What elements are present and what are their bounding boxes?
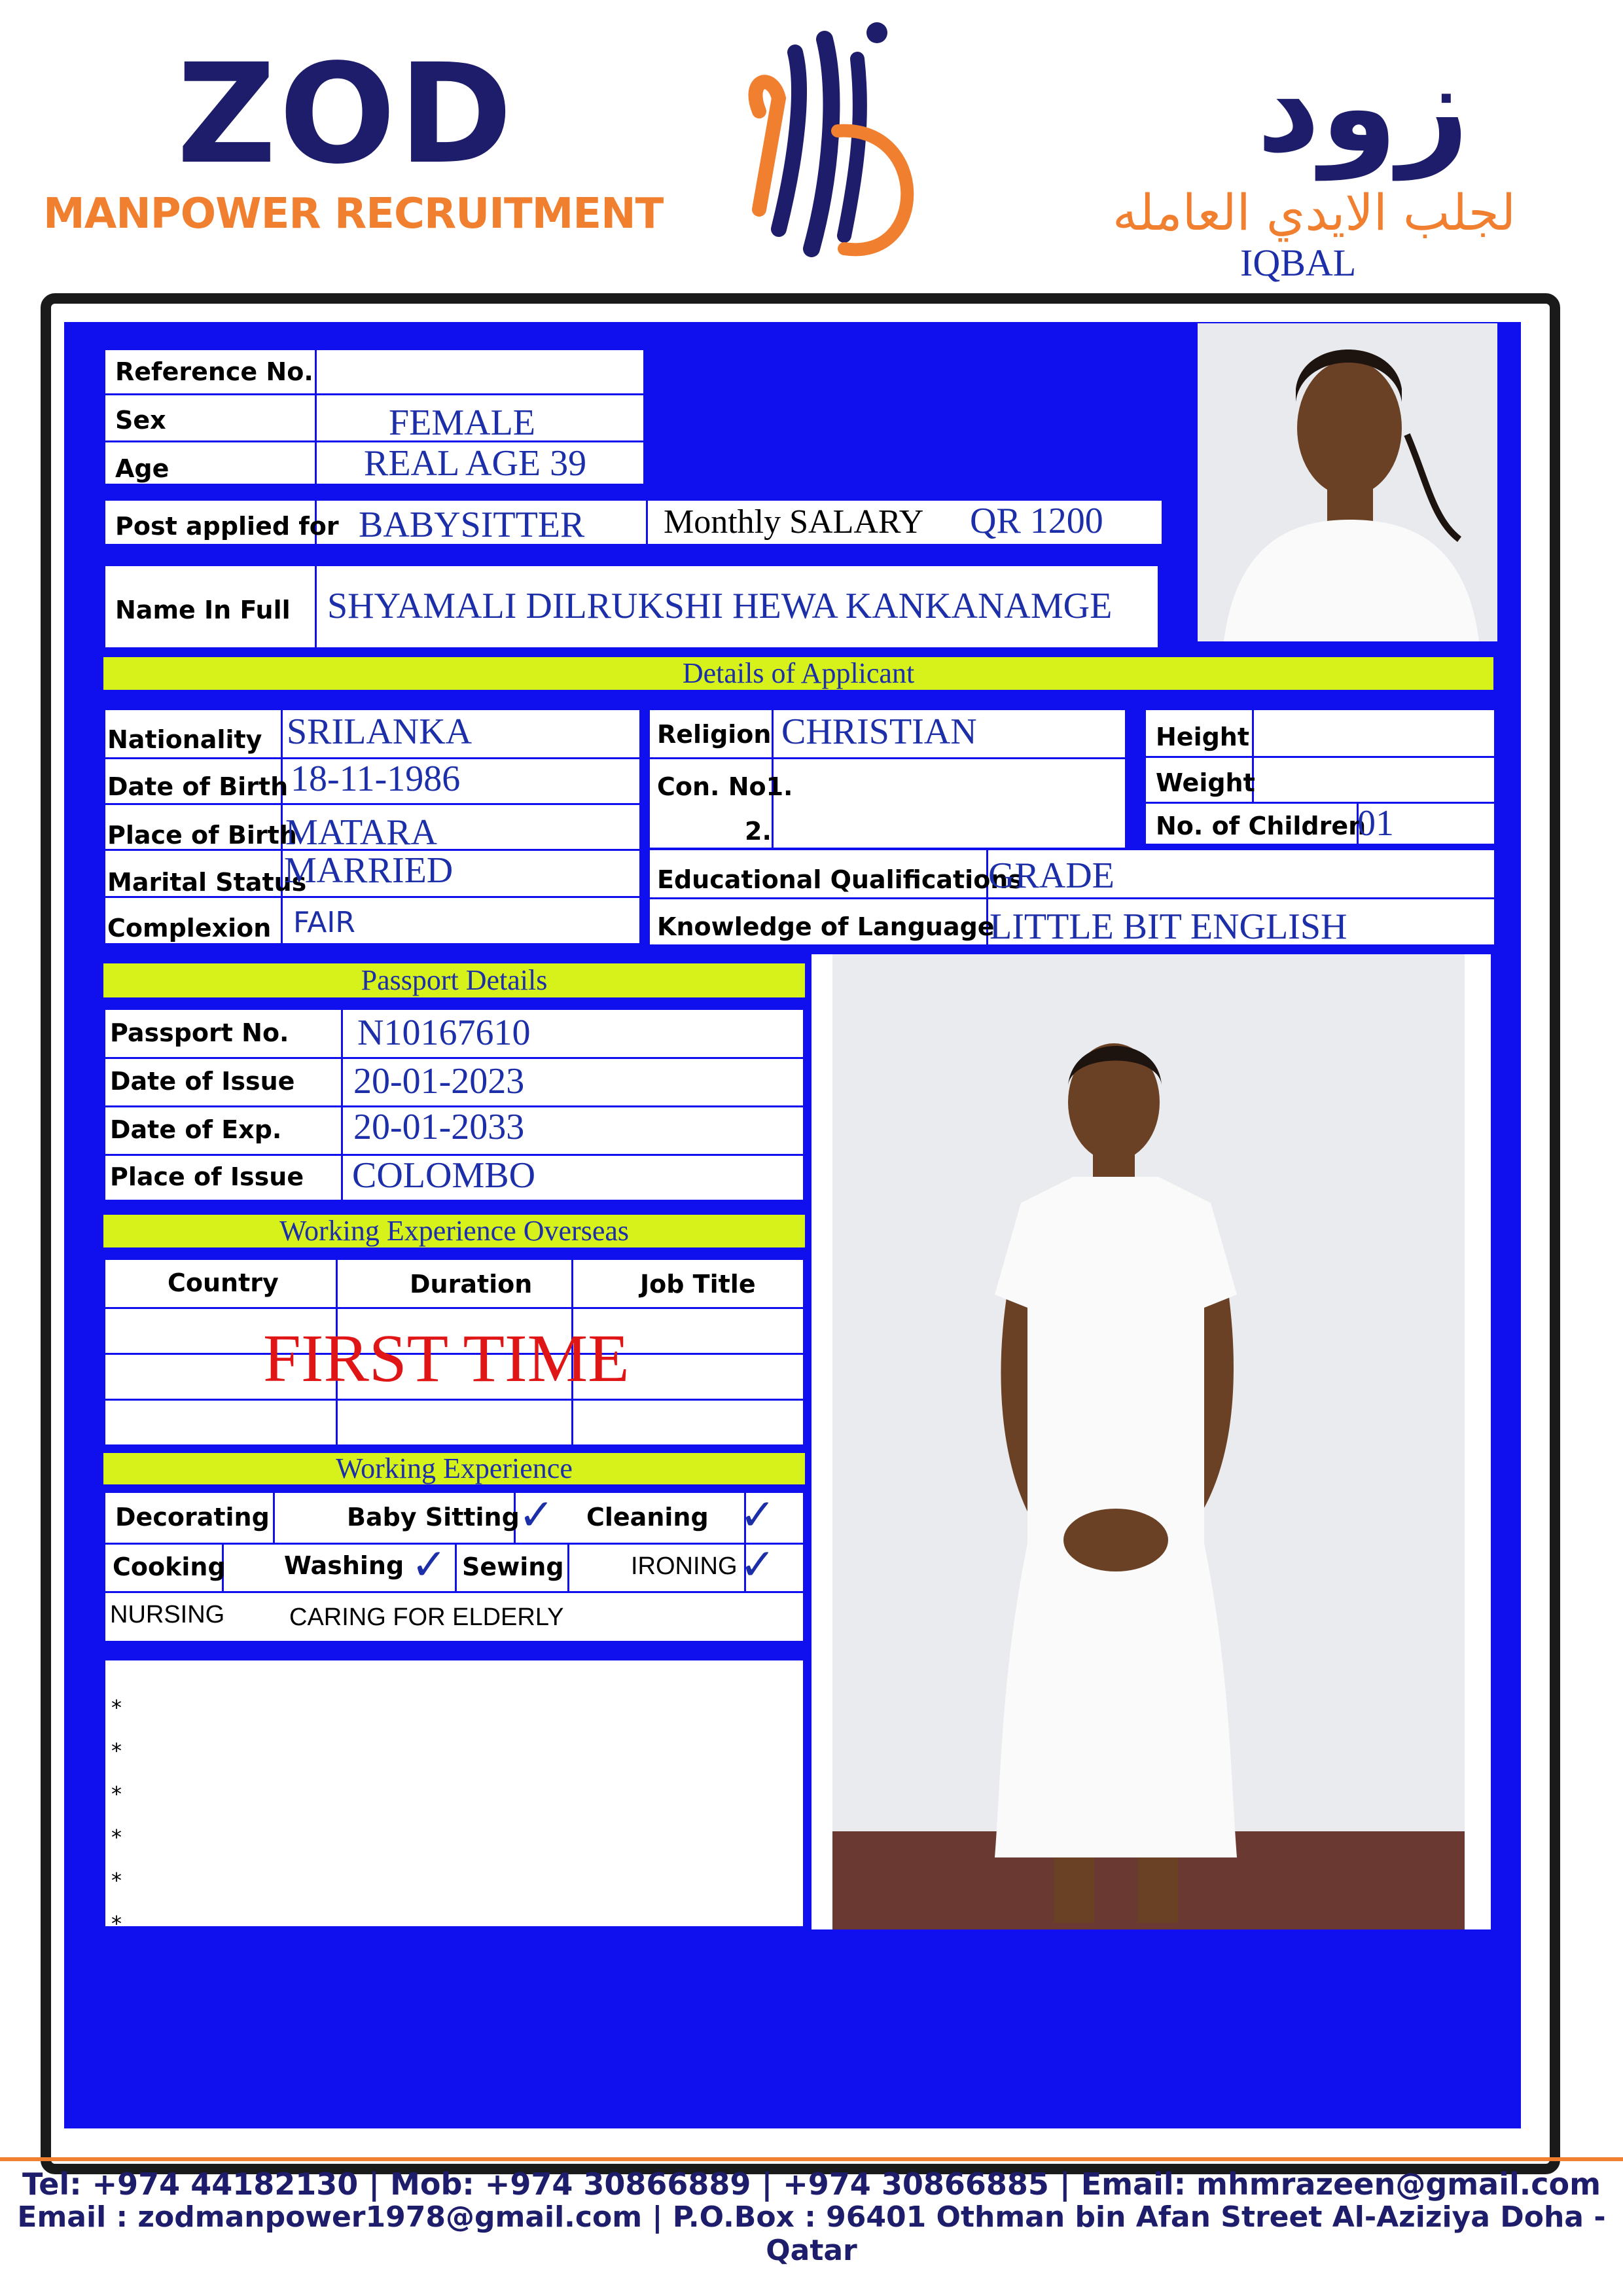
complexion-value: FAIR — [293, 906, 355, 939]
note-item: * — [111, 1911, 122, 1936]
note-item: * — [111, 1738, 122, 1763]
note-item: * — [111, 1868, 122, 1893]
details-section-title: Details of Applicant — [103, 657, 1493, 690]
religion-value: CHRISTIAN — [781, 711, 977, 752]
pob-label: Place of Birth — [107, 821, 297, 850]
skill-baby-sitting: Baby Sitting — [347, 1503, 520, 1532]
age-value: REAL AGE 39 — [364, 443, 587, 484]
ironing-check-icon: ✓ — [740, 1539, 776, 1590]
expiry-date-value: 20-01-2033 — [353, 1107, 525, 1147]
dob-value: 18-11-1986 — [291, 759, 461, 799]
note-item: * — [111, 1782, 122, 1806]
marital-label: Marital Status — [107, 868, 307, 897]
skill-ironing: IRONING — [631, 1552, 738, 1580]
contact1-label: Con. No1. — [657, 772, 793, 801]
passport-section-title: Passport Details — [103, 963, 805, 997]
skill-caring-elderly: CARING FOR ELDERLY — [289, 1604, 564, 1631]
overseas-section-title: Working Experience Overseas — [103, 1215, 805, 1247]
skill-decorating: Decorating — [115, 1503, 270, 1532]
passport-no-label: Passport No. — [110, 1018, 289, 1047]
cleaning-check-icon: ✓ — [740, 1490, 776, 1540]
weight-label: Weight — [1156, 768, 1255, 797]
reference-label: Reference No. — [115, 357, 313, 386]
first-time-stamp: FIRST TIME — [263, 1321, 630, 1396]
notes-list — [111, 1686, 122, 1945]
issue-date-label: Date of Issue — [110, 1067, 295, 1096]
sex-value: FEMALE — [389, 403, 535, 443]
skill-washing: Washing — [284, 1551, 404, 1580]
skill-nursing: NURSING — [110, 1601, 225, 1628]
marital-value: MARRIED — [284, 850, 454, 891]
religion-label: Religion — [657, 720, 772, 749]
brand-logo-icon — [733, 13, 929, 262]
footer-contact-line: Tel: +974 44182130 | Mob: +974 30866889 | +974 30866885 | Email: mhmrazeen@gmail.com — [22, 2166, 1601, 2202]
issue-date-value: 20-01-2023 — [353, 1061, 525, 1102]
contact2-label: 2. — [745, 817, 772, 846]
footer-divider — [0, 2157, 1623, 2161]
washing-check-icon: ✓ — [411, 1539, 448, 1590]
language-label: Knowledge of Language — [657, 912, 995, 941]
complexion-label: Complexion — [107, 914, 272, 942]
nationality-value: SRILANKA — [287, 711, 473, 752]
post-label: Post applied for — [115, 512, 339, 541]
skill-cooking: Cooking — [113, 1552, 226, 1581]
education-value: GRADE — [988, 855, 1115, 896]
arabic-brand: زود — [1257, 35, 1469, 180]
col-country: Country — [168, 1268, 279, 1297]
issue-place-label: Place of Issue — [110, 1162, 304, 1191]
expiry-date-label: Date of Exp. — [110, 1115, 282, 1144]
col-job-title: Job Title — [640, 1270, 756, 1299]
experience-section-title: Working Experience — [103, 1453, 805, 1484]
dob-label: Date of Birth — [107, 772, 289, 801]
skill-cleaning: Cleaning — [586, 1503, 709, 1532]
children-label: No. of Children — [1156, 812, 1366, 840]
post-value: BABYSITTER — [359, 505, 585, 545]
baby-sitting-check-icon: ✓ — [518, 1490, 555, 1540]
passport-no-value: N10167610 — [357, 1013, 531, 1053]
pob-value: MATARA — [285, 812, 437, 853]
note-item: * — [111, 1695, 122, 1720]
issue-place-value: COLOMBO — [352, 1155, 536, 1196]
brand-subtitle: MANPOWER RECRUITMENT — [43, 190, 664, 238]
name-label: Name In Full — [115, 596, 291, 624]
education-label: Educational Qualifications — [657, 865, 1023, 894]
salary-value: QR 1200 — [970, 501, 1103, 541]
salary-label: Monthly SALARY — [664, 503, 924, 541]
notes-box — [103, 1659, 805, 1928]
note-item: * — [111, 1825, 122, 1850]
nationality-label: Nationality — [107, 725, 262, 754]
applicant-full-photo — [812, 954, 1491, 1929]
age-label: Age — [115, 454, 169, 483]
applicant-portrait-photo — [1198, 323, 1497, 641]
children-value: 01 — [1357, 803, 1394, 844]
arabic-tagline: لجلب الايدي العامله — [1113, 183, 1516, 242]
language-value: LITTLE BIT ENGLISH — [990, 906, 1347, 947]
footer-address-line: Email : zodmanpower1978@gmail.com | P.O.Box : 96401 Othman bin Afan Street Al-Aziziya Doha - Qatar — [17, 2200, 1606, 2267]
sex-label: Sex — [115, 406, 166, 435]
col-duration: Duration — [410, 1270, 533, 1299]
name-value: SHYAMALI DILRUKSHI HEWA KANKANAMGE — [327, 586, 1113, 626]
agent-name: IQBAL — [1240, 242, 1357, 284]
height-label: Height — [1156, 723, 1250, 751]
brand-logo-text: ZOD — [177, 34, 516, 194]
skill-sewing: Sewing — [462, 1552, 564, 1581]
